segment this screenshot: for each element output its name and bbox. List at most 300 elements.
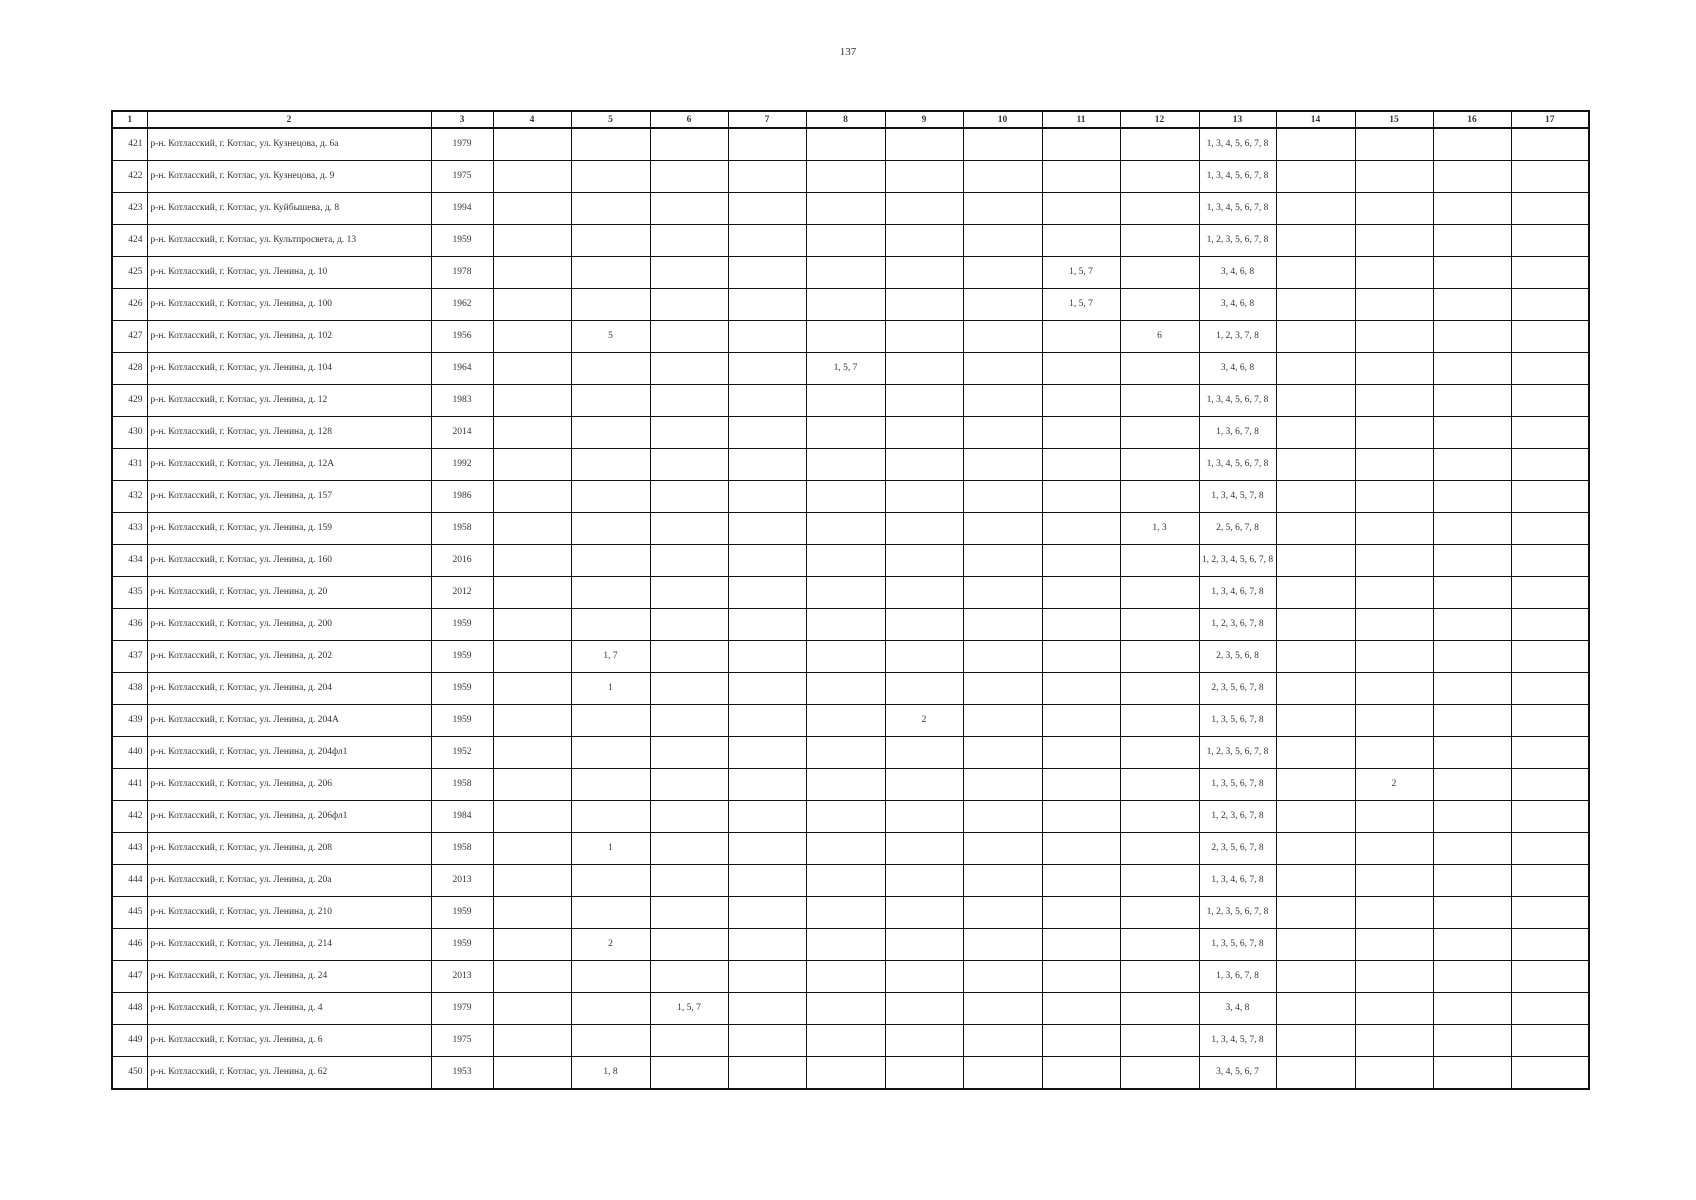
table-cell (571, 961, 650, 993)
row-number-cell: 447 (112, 961, 147, 993)
table-cell (1120, 353, 1199, 385)
row-number-cell: 446 (112, 929, 147, 961)
table-cell: 2 (885, 705, 963, 737)
table-cell (493, 417, 571, 449)
table-cell (493, 1025, 571, 1057)
table-cell (1433, 225, 1511, 257)
table-cell (1511, 1057, 1589, 1090)
column-header: 3 (431, 111, 493, 128)
table-cell (493, 225, 571, 257)
table-cell (963, 417, 1042, 449)
table-cell (1355, 897, 1433, 929)
table-cell (1355, 161, 1433, 193)
table-cell: 1, 7 (571, 641, 650, 673)
table-cell (1355, 673, 1433, 705)
table-cell (1511, 577, 1589, 609)
table-cell (650, 833, 728, 865)
table-cell (1433, 865, 1511, 897)
table-cell (1042, 577, 1120, 609)
table-cell (1042, 1057, 1120, 1090)
table-cell (806, 929, 885, 961)
table-row (112, 801, 1589, 833)
year-cell: 1986 (431, 481, 493, 513)
table-cell (728, 1057, 806, 1090)
table-cell (1276, 257, 1355, 289)
row-number-cell: 429 (112, 385, 147, 417)
table-cell (1355, 641, 1433, 673)
table-cell (1276, 353, 1355, 385)
table-cell (1276, 769, 1355, 801)
table-cell (650, 289, 728, 321)
table-cell (1355, 128, 1433, 161)
table-cell (728, 769, 806, 801)
table-cell (1042, 385, 1120, 417)
table-cell: 2, 3, 5, 6, 7, 8 (1199, 833, 1276, 865)
address-cell: р-н. Котласский, г. Котлас, ул. Ленина, д. 159 (147, 513, 431, 545)
table-cell (1042, 353, 1120, 385)
table-cell (1355, 545, 1433, 577)
column-header: 11 (1042, 111, 1120, 128)
row-number-cell: 444 (112, 865, 147, 897)
table-cell (1276, 673, 1355, 705)
row-number-cell: 430 (112, 417, 147, 449)
table-cell (1433, 128, 1511, 161)
table-cell (1276, 609, 1355, 641)
table-cell (806, 833, 885, 865)
table-cell (493, 673, 571, 705)
table-cell (963, 353, 1042, 385)
row-number-cell: 435 (112, 577, 147, 609)
year-cell: 1992 (431, 449, 493, 481)
table-cell (1433, 193, 1511, 225)
table-cell (1433, 449, 1511, 481)
table-cell (963, 609, 1042, 641)
table-cell (1511, 801, 1589, 833)
row-number-cell: 421 (112, 128, 147, 161)
table-row (112, 737, 1589, 769)
table-cell (963, 321, 1042, 353)
table-cell (1433, 481, 1511, 513)
table-cell (963, 929, 1042, 961)
row-number-cell: 445 (112, 897, 147, 929)
table-cell (650, 801, 728, 833)
table-row (112, 577, 1589, 609)
table-cell (493, 993, 571, 1025)
table-cell: 1, 2, 3, 6, 7, 8 (1199, 801, 1276, 833)
table-cell (1120, 577, 1199, 609)
table-cell (1042, 128, 1120, 161)
table-cell (885, 1057, 963, 1090)
table-cell (963, 961, 1042, 993)
table-cell (885, 449, 963, 481)
row-number-cell: 438 (112, 673, 147, 705)
table-cell (1355, 865, 1433, 897)
table-cell (493, 705, 571, 737)
table-cell (806, 289, 885, 321)
table-cell (650, 193, 728, 225)
table-cell (1120, 193, 1199, 225)
table-cell (493, 513, 571, 545)
table-cell (885, 289, 963, 321)
table-cell (1120, 385, 1199, 417)
table-cell (1433, 257, 1511, 289)
table-cell (1042, 993, 1120, 1025)
table-cell (728, 128, 806, 161)
table-cell (1355, 961, 1433, 993)
table-cell (571, 193, 650, 225)
table-cell (493, 161, 571, 193)
table-cell (806, 128, 885, 161)
table-cell (571, 577, 650, 609)
table-cell (885, 225, 963, 257)
table-cell (963, 1025, 1042, 1057)
table-cell (1433, 641, 1511, 673)
table-cell: 1, 2, 3, 7, 8 (1199, 321, 1276, 353)
table-cell (1433, 161, 1511, 193)
table-cell (1120, 801, 1199, 833)
table-cell (650, 353, 728, 385)
table-cell: 2, 3, 5, 6, 8 (1199, 641, 1276, 673)
table-cell (650, 417, 728, 449)
row-number-cell: 440 (112, 737, 147, 769)
table-cell (963, 673, 1042, 705)
table-cell (1120, 609, 1199, 641)
column-header: 14 (1276, 111, 1355, 128)
table-cell: 6 (1120, 321, 1199, 353)
address-cell: р-н. Котласский, г. Котлас, ул. Ленина, д. 206фл1 (147, 801, 431, 833)
table-cell (885, 513, 963, 545)
table-cell (1511, 609, 1589, 641)
table-cell (1042, 897, 1120, 929)
table-cell (1433, 609, 1511, 641)
address-cell: р-н. Котласский, г. Котлас, ул. Ленина, д. 204фл1 (147, 737, 431, 769)
table-cell (493, 193, 571, 225)
column-header: 16 (1433, 111, 1511, 128)
table-cell (728, 801, 806, 833)
table-cell (885, 481, 963, 513)
table-cell (1120, 449, 1199, 481)
table-cell (1355, 257, 1433, 289)
table-cell (728, 193, 806, 225)
table-cell (806, 193, 885, 225)
table-cell: 1, 5, 7 (1042, 257, 1120, 289)
column-header: 5 (571, 111, 650, 128)
table-cell (806, 321, 885, 353)
table-cell (571, 353, 650, 385)
column-header: 4 (493, 111, 571, 128)
table-cell: 1, 3, 4, 5, 6, 7, 8 (1199, 193, 1276, 225)
year-cell: 1964 (431, 353, 493, 385)
table-cell (650, 673, 728, 705)
table-cell (885, 1025, 963, 1057)
table-cell (1276, 577, 1355, 609)
table-cell (1042, 481, 1120, 513)
row-number-cell: 425 (112, 257, 147, 289)
row-number-cell: 439 (112, 705, 147, 737)
table-cell (493, 737, 571, 769)
table-cell (1511, 193, 1589, 225)
table-cell (650, 737, 728, 769)
table-cell (963, 513, 1042, 545)
year-cell: 1983 (431, 385, 493, 417)
table-cell (650, 1057, 728, 1090)
table-cell (1433, 801, 1511, 833)
table-cell: 1, 3, 4, 5, 6, 7, 8 (1199, 161, 1276, 193)
year-cell: 1953 (431, 1057, 493, 1090)
table-cell (728, 481, 806, 513)
table-cell (1355, 513, 1433, 545)
table-cell (963, 161, 1042, 193)
table-cell (1511, 897, 1589, 929)
table-cell: 1, 3, 4, 6, 7, 8 (1199, 577, 1276, 609)
table-cell (650, 161, 728, 193)
table-cell (1355, 225, 1433, 257)
table-cell (571, 769, 650, 801)
table-cell: 1, 3, 5, 6, 7, 8 (1199, 929, 1276, 961)
table-cell (1042, 769, 1120, 801)
table-cell (1042, 801, 1120, 833)
table-cell (1355, 993, 1433, 1025)
table-cell (1355, 321, 1433, 353)
table-cell (1355, 1025, 1433, 1057)
table-cell (1355, 385, 1433, 417)
table-cell (1355, 577, 1433, 609)
table-cell (571, 385, 650, 417)
table-cell (885, 801, 963, 833)
address-cell: р-н. Котласский, г. Котлас, ул. Ленина, д. 62 (147, 1057, 431, 1090)
table-cell: 1, 8 (571, 1057, 650, 1090)
table-cell (571, 513, 650, 545)
table-cell (1511, 321, 1589, 353)
table-cell (1120, 1025, 1199, 1057)
year-cell: 2013 (431, 865, 493, 897)
table-cell (1120, 545, 1199, 577)
table-cell (1120, 705, 1199, 737)
table-cell (728, 609, 806, 641)
table-cell: 3, 4, 5, 6, 7 (1199, 1057, 1276, 1090)
table-cell (728, 705, 806, 737)
table-cell (806, 161, 885, 193)
table-cell (728, 385, 806, 417)
table-cell (885, 161, 963, 193)
year-cell: 1984 (431, 801, 493, 833)
table-cell (1276, 993, 1355, 1025)
table-cell: 3, 4, 6, 8 (1199, 289, 1276, 321)
table-cell (1042, 961, 1120, 993)
table-cell (1276, 865, 1355, 897)
table-cell (1511, 961, 1589, 993)
table-cell: 3, 4, 8 (1199, 993, 1276, 1025)
table-cell (1042, 193, 1120, 225)
table-cell (1276, 385, 1355, 417)
table-cell (806, 993, 885, 1025)
row-number-cell: 441 (112, 769, 147, 801)
year-cell: 1958 (431, 833, 493, 865)
table-cell (806, 961, 885, 993)
table-cell (806, 769, 885, 801)
year-cell: 1962 (431, 289, 493, 321)
table-cell (806, 705, 885, 737)
table-row (112, 289, 1589, 321)
address-cell: р-н. Котласский, г. Котлас, ул. Ленина, д. 100 (147, 289, 431, 321)
column-header: 8 (806, 111, 885, 128)
table-cell (806, 385, 885, 417)
table-cell (1355, 353, 1433, 385)
table-cell (650, 257, 728, 289)
table-cell (1355, 737, 1433, 769)
table-cell (1120, 161, 1199, 193)
table-cell (1355, 289, 1433, 321)
table-cell (1120, 1057, 1199, 1090)
table-cell (650, 769, 728, 801)
table-cell (1433, 417, 1511, 449)
table-cell (1120, 673, 1199, 705)
table-cell (571, 161, 650, 193)
table-header-row (112, 111, 1589, 128)
table-cell: 1, 2, 3, 6, 7, 8 (1199, 609, 1276, 641)
table-cell (571, 289, 650, 321)
table-cell: 1, 3, 4, 5, 7, 8 (1199, 481, 1276, 513)
table-cell (1042, 641, 1120, 673)
table-cell (1355, 801, 1433, 833)
table-cell (650, 897, 728, 929)
table-cell (963, 705, 1042, 737)
table-cell (571, 257, 650, 289)
table-row (112, 128, 1589, 161)
table-cell (728, 641, 806, 673)
table-cell (806, 737, 885, 769)
column-header: 12 (1120, 111, 1199, 128)
table-cell (1042, 225, 1120, 257)
table-cell (1120, 929, 1199, 961)
table-cell (571, 865, 650, 897)
table-cell (963, 193, 1042, 225)
table-cell (963, 865, 1042, 897)
table-cell (728, 289, 806, 321)
table-cell (728, 417, 806, 449)
table-cell: 2, 3, 5, 6, 7, 8 (1199, 673, 1276, 705)
table-cell (1042, 545, 1120, 577)
table-cell (1433, 737, 1511, 769)
column-header: 10 (963, 111, 1042, 128)
table-cell (728, 225, 806, 257)
table-cell (493, 897, 571, 929)
year-cell: 1952 (431, 737, 493, 769)
table-cell (1433, 705, 1511, 737)
year-cell: 1959 (431, 673, 493, 705)
table-cell (885, 865, 963, 897)
table-cell (1120, 257, 1199, 289)
table-cell (1276, 513, 1355, 545)
table-cell (806, 417, 885, 449)
table-cell (806, 897, 885, 929)
table-cell (1042, 609, 1120, 641)
table-cell (1120, 737, 1199, 769)
table-cell (1355, 833, 1433, 865)
table-cell (806, 865, 885, 897)
table-cell: 1, 3, 5, 6, 7, 8 (1199, 705, 1276, 737)
table-cell (571, 481, 650, 513)
table-cell (885, 321, 963, 353)
row-number-cell: 437 (112, 641, 147, 673)
column-header: 17 (1511, 111, 1589, 128)
table-cell (650, 481, 728, 513)
table-cell: 1, 3, 6, 7, 8 (1199, 961, 1276, 993)
table-row (112, 705, 1589, 737)
table-cell (1433, 961, 1511, 993)
address-cell: р-н. Котласский, г. Котлас, ул. Ленина, д. 20а (147, 865, 431, 897)
table-cell (885, 353, 963, 385)
table-cell (1433, 577, 1511, 609)
table-cell (1042, 865, 1120, 897)
table-row (112, 929, 1589, 961)
table-row (112, 609, 1589, 641)
table-cell (1433, 769, 1511, 801)
table-cell (1276, 737, 1355, 769)
table-cell (885, 833, 963, 865)
table-cell (806, 641, 885, 673)
table-cell (650, 449, 728, 481)
table-row (112, 833, 1589, 865)
table-cell (963, 769, 1042, 801)
table-cell (1511, 225, 1589, 257)
table-cell (1511, 673, 1589, 705)
address-cell: р-н. Котласский, г. Котлас, ул. Ленина, д. 12 (147, 385, 431, 417)
table-cell (1120, 833, 1199, 865)
address-cell: р-н. Котласский, г. Котлас, ул. Ленина, д. 202 (147, 641, 431, 673)
table-cell: 2, 5, 6, 7, 8 (1199, 513, 1276, 545)
table-cell (493, 1057, 571, 1090)
table-cell (1355, 449, 1433, 481)
table-cell (650, 961, 728, 993)
table-cell (493, 321, 571, 353)
table-cell (1120, 993, 1199, 1025)
address-cell: р-н. Котласский, г. Котлас, ул. Ленина, д. 6 (147, 1025, 431, 1057)
table-cell (493, 865, 571, 897)
table-cell (571, 737, 650, 769)
year-cell: 1978 (431, 257, 493, 289)
year-cell: 1975 (431, 161, 493, 193)
table-cell (806, 545, 885, 577)
column-header: 1 (112, 111, 147, 128)
address-cell: р-н. Котласский, г. Котлас, ул. Культпросвета, д. 13 (147, 225, 431, 257)
table-row (112, 673, 1589, 705)
row-number-cell: 442 (112, 801, 147, 833)
table-cell: 1, 3, 6, 7, 8 (1199, 417, 1276, 449)
table-cell (806, 1057, 885, 1090)
table-cell (885, 128, 963, 161)
row-number-cell: 427 (112, 321, 147, 353)
table-row (112, 641, 1589, 673)
table-cell: 1 (571, 833, 650, 865)
year-cell: 1979 (431, 128, 493, 161)
address-cell: р-н. Котласский, г. Котлас, ул. Ленина, д. 4 (147, 993, 431, 1025)
table-cell (1120, 128, 1199, 161)
table-cell (1511, 289, 1589, 321)
table-cell (1433, 993, 1511, 1025)
table-cell (885, 609, 963, 641)
table-cell (885, 193, 963, 225)
year-cell: 1994 (431, 193, 493, 225)
table-cell: 1, 3 (1120, 513, 1199, 545)
table-cell (963, 641, 1042, 673)
table-cell: 1, 3, 4, 5, 6, 7, 8 (1199, 385, 1276, 417)
table-cell (1276, 1057, 1355, 1090)
table-cell (650, 225, 728, 257)
table-cell (1433, 385, 1511, 417)
table-cell (728, 897, 806, 929)
table-cell (806, 577, 885, 609)
